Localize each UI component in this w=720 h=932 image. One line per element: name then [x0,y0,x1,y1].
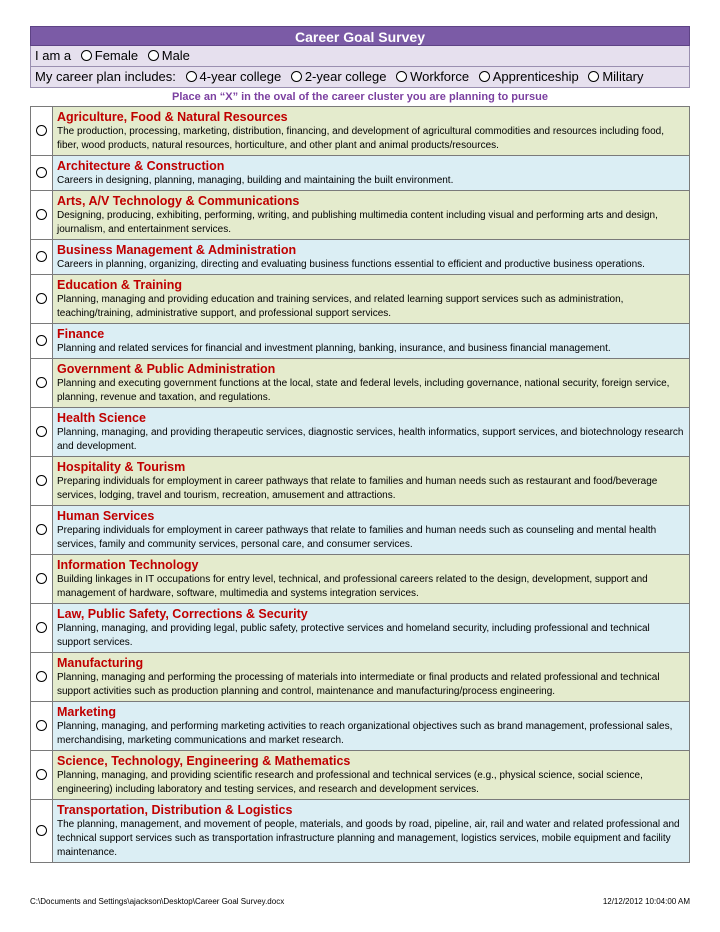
cluster-select-cell[interactable] [31,604,53,653]
plan-option-4yr[interactable] [186,67,282,87]
career-cluster-table [30,106,690,863]
radio-oval-icon[interactable] [291,71,302,82]
cluster-row [31,156,690,191]
radio-oval-icon[interactable] [36,125,47,136]
option-label: Military [602,69,644,84]
cluster-select-cell[interactable] [31,408,53,457]
survey-form [30,26,690,863]
footer-timestamp: 12/12/2012 10:04:00 AM [602,897,690,906]
plan-option-workforce[interactable] [396,67,469,87]
cluster-description: Planning and related services for financial and investment planning, banking, insurance, and business financial management. [57,343,611,354]
cluster-row [31,506,690,555]
cluster-description: Preparing individuals for employment in career pathways that relate to families and human needs such as counseling and mental health services, family and community services, personal care, and consumer services. [57,525,657,550]
radio-oval-icon[interactable] [36,524,47,535]
radio-oval-icon[interactable] [396,71,407,82]
cluster-name: Business Management & Administration [57,243,297,257]
cluster-select-cell[interactable] [31,800,53,863]
cluster-name: Finance [57,327,105,341]
gender-row [30,46,690,67]
radio-oval-icon[interactable] [36,671,47,682]
cluster-row [31,800,690,863]
radio-oval-icon[interactable] [36,293,47,304]
cluster-description: Careers in planning, organizing, directing and evaluating business functions essential to efficient and productive business operations. [57,259,645,270]
cluster-name: Human Services [57,509,155,523]
radio-oval-icon[interactable] [81,50,92,61]
option-label: Female [94,48,139,63]
cluster-select-cell[interactable] [31,506,53,555]
cluster-select-cell[interactable] [31,702,53,751]
cluster-name: Law, Public Safety, Corrections & Security [57,607,308,621]
radio-oval-icon[interactable] [36,167,47,178]
radio-oval-icon[interactable] [36,720,47,731]
cluster-select-cell[interactable] [31,107,53,156]
plan-option-apprenticeship[interactable] [479,67,579,87]
radio-oval-icon[interactable] [36,573,47,584]
cluster-name: Architecture & Construction [57,159,225,173]
cluster-name: Manufacturing [57,656,144,670]
cluster-row [31,240,690,275]
gender-label: I am a [35,48,72,63]
cluster-row [31,324,690,359]
cluster-description: Preparing individuals for employment in career pathways that relate to families and human needs such as restaurant and food/beverage services, lodging, travel and tourism, recreation, amusement and attractions. [57,476,658,501]
cluster-select-cell[interactable] [31,240,53,275]
cluster-select-cell[interactable] [31,191,53,240]
cluster-select-cell[interactable] [31,275,53,324]
cluster-description: Planning, managing, and providing scientific research and professional and technical services (e.g., physical science, social science, engineering) including laboratory and testing services, and research and development services. [57,770,643,795]
cluster-row [31,107,690,156]
radio-oval-icon[interactable] [36,377,47,388]
cluster-name: Science, Technology, Engineering & Mathematics [57,754,351,768]
cluster-select-cell[interactable] [31,457,53,506]
cluster-description: Designing, producing, exhibiting, performing, writing, and publishing multimedia content including visual and performing arts and design, journalism, and entertainment services. [57,210,658,235]
cluster-name: Agriculture, Food & Natural Resources [57,110,288,124]
cluster-select-cell[interactable] [31,156,53,191]
career-plan-row [30,67,690,88]
option-label: Male [161,48,190,63]
cluster-description: Planning and executing government functions at the local, state and federal levels, including governance, national security, foreign service, planning, revenue and taxation, and regulations. [57,378,670,403]
cluster-name: Health Science [57,411,146,425]
option-label: Apprenticeship [492,69,579,84]
cluster-row [31,751,690,800]
cluster-description: Building linkages in IT occupations for entry level, technical, and professional careers related to the design, development, support and management of hardware, software, multimedia and systems integration services. [57,574,648,599]
cluster-name: Transportation, Distribution & Logistics [57,803,293,817]
cluster-description: The production, processing, marketing, distribution, financing, and development of agricultural commodities and resources including food, fiber, wood products, natural resources, horticulture, and other plant and animal products/resources. [57,126,665,151]
radio-oval-icon[interactable] [36,825,47,836]
plan-option-military[interactable] [588,67,643,87]
cluster-name: Education & Training [57,278,183,292]
radio-oval-icon[interactable] [588,71,599,82]
career-plan-label: My career plan includes: [35,69,176,84]
cluster-row [31,408,690,457]
cluster-name: Hospitality & Tourism [57,460,186,474]
cluster-select-cell[interactable] [31,653,53,702]
plan-option-2yr[interactable] [291,67,387,87]
radio-oval-icon[interactable] [36,209,47,220]
radio-oval-icon[interactable] [36,769,47,780]
footer-file-path: C:\Documents and Settings\ajackson\Desktop\Career Goal Survey.docx [30,897,285,906]
gender-option-female[interactable] [81,46,138,66]
radio-oval-icon[interactable] [36,426,47,437]
radio-oval-icon[interactable] [148,50,159,61]
option-label: Workforce [410,69,470,84]
cluster-description: The planning, management, and movement of people, materials, and goods by road, pipeline, air, rail and water and related professional and technical support services such as transportation infrastructure planning and management, logistics services, mobile equipment and facility maintenance. [57,819,680,858]
document-footer [30,897,690,906]
cluster-name: Government & Public Administration [57,362,276,376]
radio-oval-icon[interactable] [36,622,47,633]
cluster-row [31,604,690,653]
cluster-name: Information Technology [57,558,199,572]
cluster-select-cell[interactable] [31,751,53,800]
cluster-select-cell[interactable] [31,359,53,408]
cluster-description: Planning, managing and providing education and training services, and related learning support services such as administration, teaching/training, administrative support, and professional support services. [57,294,624,319]
cluster-description: Planning, managing, and performing marketing activities to reach organizational objectives such as brand management, professional sales, merchandising, marketing communications and market research. [57,721,673,746]
cluster-row [31,457,690,506]
gender-option-male[interactable] [148,46,190,66]
instruction-text: Place an “X” in the oval of the career cluster you are planning to pursue [172,91,548,103]
cluster-row [31,191,690,240]
cluster-description: Planning, managing and performing the processing of materials into intermediate or final products and related professional and technical support activities such as production planning and control, maintenance and manufacturing/process engineering. [57,672,660,697]
option-label: 2-year college [304,69,387,84]
cluster-row [31,653,690,702]
cluster-description: Planning, managing, and providing therapeutic services, diagnostic services, health informatics, support services, and biotechnology research and development. [57,427,684,452]
cluster-select-cell[interactable] [31,555,53,604]
cluster-row [31,275,690,324]
cluster-description: Careers in designing, planning, managing, building and maintaining the built environment. [57,175,454,186]
radio-oval-icon[interactable] [36,335,47,346]
cluster-name: Arts, A/V Technology & Communications [57,194,300,208]
cluster-select-cell[interactable] [31,324,53,359]
cluster-description: Planning, managing, and providing legal, public safety, protective services and homeland security, including professional and technical support services. [57,623,650,648]
cluster-row [31,702,690,751]
cluster-row [31,555,690,604]
option-label: 4-year college [199,69,282,84]
radio-oval-icon[interactable] [36,475,47,486]
radio-oval-icon[interactable] [36,251,47,262]
cluster-name: Marketing [57,705,117,719]
survey-title: Career Goal Survey [30,26,690,46]
radio-oval-icon[interactable] [479,71,490,82]
cluster-row [31,359,690,408]
radio-oval-icon[interactable] [186,71,197,82]
